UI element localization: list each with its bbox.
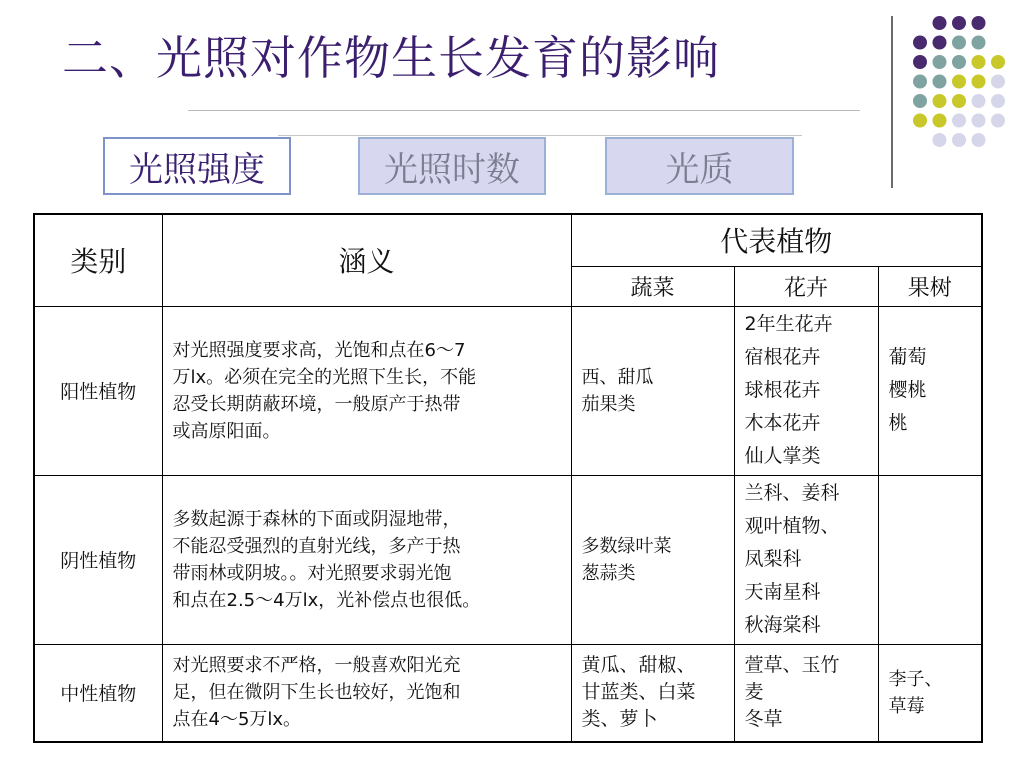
decor-dot bbox=[972, 133, 986, 147]
decor-dot bbox=[913, 114, 927, 128]
decor-dot bbox=[952, 114, 966, 128]
row-category: 阴性植物 bbox=[34, 475, 162, 644]
decor-dot bbox=[913, 55, 927, 69]
decor-dot bbox=[991, 94, 1005, 108]
decor-dot bbox=[933, 133, 947, 147]
row-vegetables: 黄瓜、甜椒、 甘蓝类、白菜 类、萝卜 bbox=[571, 644, 734, 742]
row-fruit-trees bbox=[878, 475, 982, 644]
row-flowers: 萱草、玉竹 麦 冬草 bbox=[734, 644, 878, 742]
decor-dot bbox=[972, 94, 986, 108]
header-meaning: 涵义 bbox=[162, 214, 571, 306]
row-vegetables: 多数绿叶菜 葱蒜类 bbox=[571, 475, 734, 644]
decor-dot bbox=[952, 75, 966, 89]
row-vegetables: 西、甜瓜 茄果类 bbox=[571, 306, 734, 475]
decor-dot bbox=[933, 36, 947, 50]
slide-title: 二、光照对作物生长发育的影响 bbox=[62, 31, 720, 85]
decor-dot bbox=[972, 114, 986, 128]
decor-dot bbox=[991, 75, 1005, 89]
header-vegetables: 蔬菜 bbox=[571, 266, 734, 306]
row-meaning: 对光照强度要求高，光饱和点在6～7 万lx。必须在完全的光照下生长，不能 忍受长期荫蔽环境，一般原产于热带 或高原阳面。 bbox=[162, 306, 571, 475]
row-fruit-trees: 葡萄 樱桃 桃 bbox=[878, 306, 982, 475]
tab-light-quality[interactable]: 光质 bbox=[605, 137, 794, 195]
decor-dot bbox=[972, 36, 986, 50]
decor-dot bbox=[952, 55, 966, 69]
decor-dot bbox=[952, 94, 966, 108]
row-meaning: 对光照要求不严格，一般喜欢阳光充 足，但在微阴下生长也较好，光饱和 点在4～5万lx。 bbox=[162, 644, 571, 742]
header-fruit-trees: 果树 bbox=[878, 266, 982, 306]
decor-dot bbox=[991, 114, 1005, 128]
decor-dot bbox=[933, 55, 947, 69]
plant-light-table bbox=[33, 213, 983, 743]
decor-dot bbox=[933, 75, 947, 89]
decor-dot bbox=[913, 75, 927, 89]
decor-dot bbox=[952, 16, 966, 30]
row-meaning: 多数起源于森林的下面或阴湿地带， 不能忍受强烈的直射光线，多产于热 带雨林或阴坡。。对光照要求弱光饱 和点在2.5～4万lx，光补偿点也很低。 bbox=[162, 475, 571, 644]
header-representative: 代表植物 bbox=[571, 214, 982, 266]
table-row bbox=[34, 475, 982, 644]
row-flowers: 2年生花卉 宿根花卉 球根花卉 木本花卉 仙人掌类 bbox=[734, 306, 878, 475]
table-row bbox=[34, 644, 982, 742]
row-fruit-trees: 李子、 草莓 bbox=[878, 644, 982, 742]
row-category: 中性植物 bbox=[34, 644, 162, 742]
decor-dot bbox=[913, 36, 927, 50]
tab-light-duration[interactable]: 光照时数 bbox=[358, 137, 546, 195]
decor-dot bbox=[972, 16, 986, 30]
header-flowers: 花卉 bbox=[734, 266, 878, 306]
decor-dot bbox=[933, 94, 947, 108]
decor-dot bbox=[933, 114, 947, 128]
row-category: 阳性植物 bbox=[34, 306, 162, 475]
decor-dot bbox=[913, 94, 927, 108]
header-category: 类别 bbox=[34, 214, 162, 306]
table-row bbox=[34, 306, 982, 475]
decor-dot bbox=[972, 55, 986, 69]
decor-dot bbox=[991, 55, 1005, 69]
row-flowers: 兰科、姜科 观叶植物、 凤梨科 天南星科 秋海棠科 bbox=[734, 475, 878, 644]
decor-dot bbox=[952, 133, 966, 147]
decor-dot bbox=[952, 36, 966, 50]
decor-dot bbox=[972, 75, 986, 89]
decor-dot bbox=[933, 16, 947, 30]
tab-light-intensity[interactable]: 光照强度 bbox=[103, 137, 291, 195]
